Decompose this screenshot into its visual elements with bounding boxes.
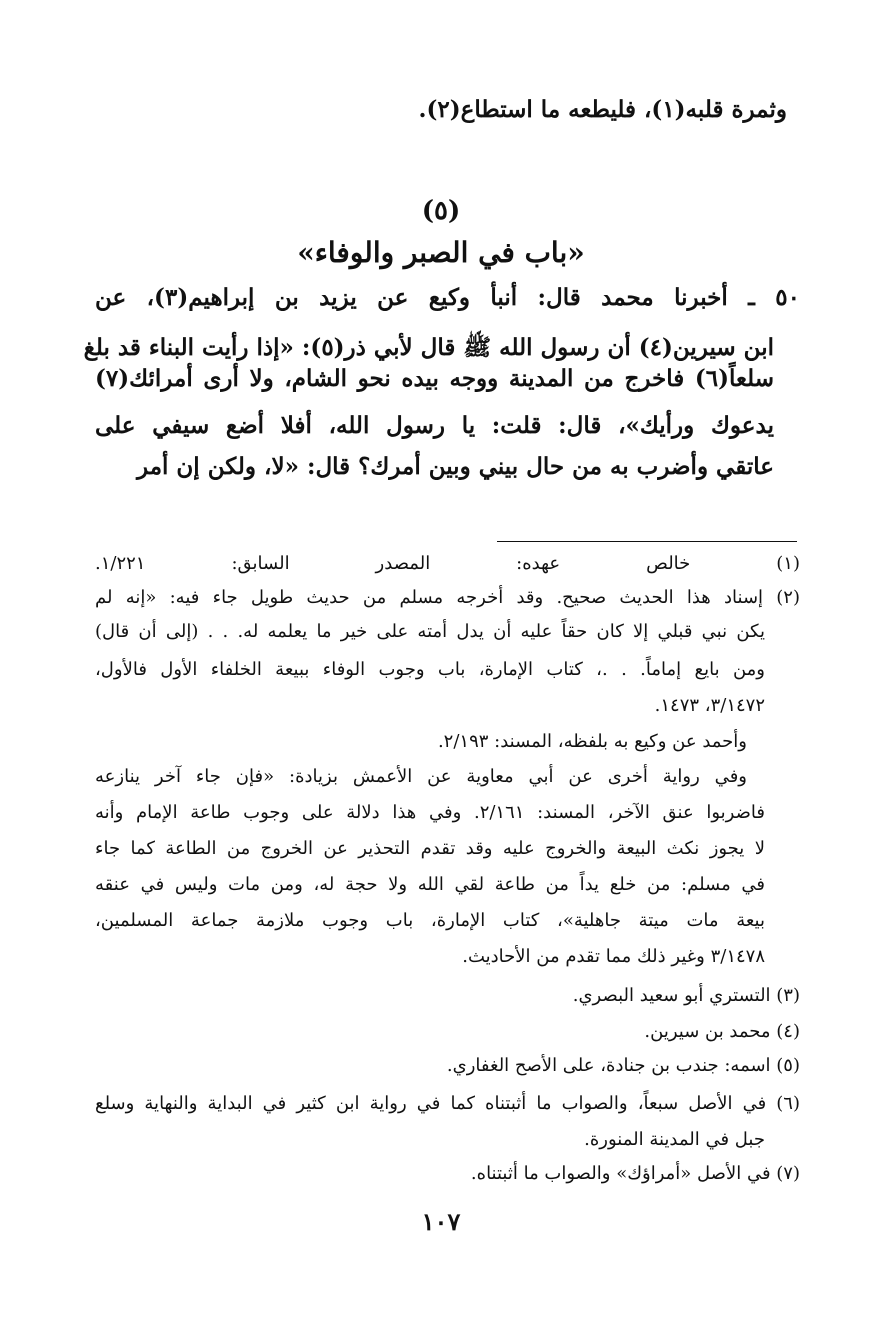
footnote-line: ٣/١٤٧٢، ١٤٧٣. xyxy=(654,695,765,716)
hadith-line: عاتقي وأضرب به من حال بيني وبين أمرك؟ قال: «لا، ولكن إن أمر xyxy=(137,453,774,480)
footnote-separator xyxy=(497,541,797,542)
footnote-line: (١) خالص عهده: المصدر السابق: ١/٢٢١. xyxy=(95,553,800,574)
footnote-line: (٦) في الأصل سبعاً، والصواب ما أثبتناه كما في رواية ابن كثير في البداية والنهاية وسلع xyxy=(95,1093,800,1114)
footnote-line: لا يجوز نكث البيعة والخروج عليه وقد تقدم التحذير عن الخروج من الطاعة كما جاء xyxy=(95,838,765,859)
footnote-line: (٣) التستري أبو سعيد البصري. xyxy=(572,985,800,1006)
footnote-line: جبل في المدينة المنورة. xyxy=(584,1129,765,1150)
footnote-line: يكن نبي قبلي إلا كان حقاً عليه أن يدل أمته على خير ما يعلمه له. . . (إلى أن قال) xyxy=(95,621,765,642)
hadith-line: ابن سيرين(٤) أن رسول الله ﷺ قال لأبي ذر(٥): «إذا رأيت البناء قد بلغ xyxy=(83,334,774,361)
footnote-line: (٤) محمد بن سيرين. xyxy=(644,1021,800,1042)
page-number: ١٠٧ xyxy=(421,1207,461,1236)
hadith-line: يدعوك ورأيك»، قال: قلت: يا رسول الله، أفلا أضع سيفي على xyxy=(95,412,774,439)
footnote-line: فاضربوا عنق الآخر، المسند: ٢/١٦١. وفي هذا دلالة على وجوب طاعة الإمام وأنه xyxy=(95,802,765,823)
footnote-line: ومن بايع إماماً. . .، كتاب الإمارة، باب وجوب الوفاء ببيعة الخلفاء الأول فالأول، xyxy=(95,659,765,680)
footnote-line: وأحمد عن وكيع به بلفظه، المسند: ٢/١٩٣. xyxy=(437,731,747,752)
hadith-line: ٥٠ ـ أخبرنا محمد قال: أنبأ وكيع عن يزيد بن إبراهيم(٣)، عن xyxy=(95,284,801,311)
footnote-line: ٣/١٤٧٨ وغير ذلك مما تقدم من الأحاديث. xyxy=(462,946,765,967)
footnote-line: (٢) إسناد هذا الحديث صحيح. وقد أخرجه مسلم من حديث طويل جاء فيه: «إنه لم xyxy=(95,587,800,608)
footnote-line: (٧) في الأصل «أمراؤك» والصواب ما أثبتناه. xyxy=(470,1163,800,1184)
chapter-number: (٥) xyxy=(421,196,461,226)
footnote-line: وفي رواية أخرى عن أبي معاوية عن الأعمش بزيادة: «فإن جاء آخر ينازعه xyxy=(95,766,747,787)
continuation-line: وثمرة قلبه(١)، فليطعه ما استطاع(٢). xyxy=(418,96,787,123)
footnote-line: بيعة مات ميتة جاهلية»، كتاب الإمارة، باب وجوب ملازمة جماعة المسلمين، xyxy=(95,910,765,931)
footnote-line: (٥) اسمه: جندب بن جنادة، على الأصح الغفاري. xyxy=(446,1055,800,1076)
chapter-title: «باب في الصبر والوفاء» xyxy=(297,236,585,269)
footnote-line: في مسلم: من خلع يداً من طاعة لقي الله ولا حجة له، ومن مات وليس في عنقه xyxy=(95,874,765,895)
hadith-line: سلعاً(٦) فاخرج من المدينة ووجه بيده نحو الشام، ولا أرى أمرائك(٧) xyxy=(95,365,774,392)
